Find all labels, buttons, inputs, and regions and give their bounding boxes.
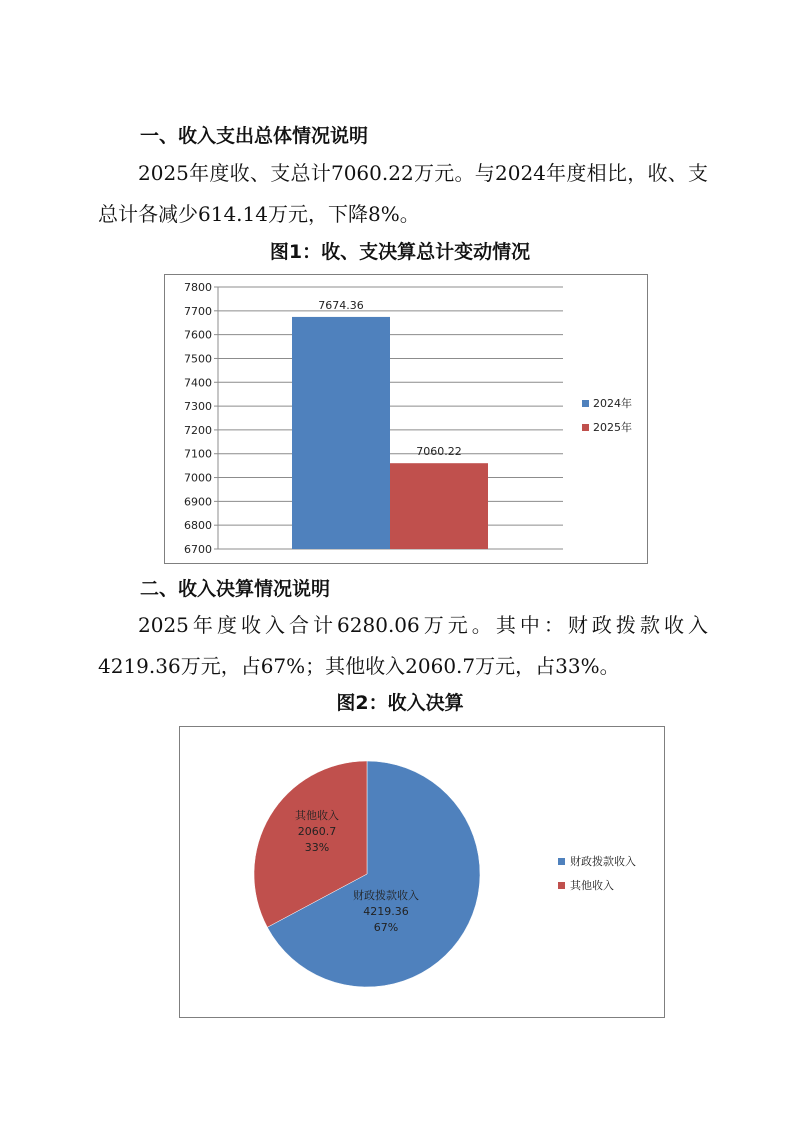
pie-legend-label-1: 其他收入: [570, 879, 614, 892]
y-tick-label-6: 7300: [184, 400, 212, 414]
y-tick-label-0: 6700: [184, 543, 212, 556]
y-tick-label-1: 6800: [184, 519, 212, 533]
y-tick-label-4: 7100: [184, 447, 212, 461]
legend-label-0: 2024年: [593, 397, 632, 410]
bar-2025年: [390, 463, 488, 549]
pie-label-0-1: 4219.36: [363, 905, 409, 918]
bar-data-label-0: 7674.36: [318, 298, 364, 312]
y-tick-label-7: 7400: [184, 376, 212, 390]
pie-label-1-0: 其他收入: [295, 809, 339, 822]
legend-swatch-0: [582, 400, 589, 407]
bar-chart: [165, 275, 647, 563]
figure2-title: 图2：收入决算: [336, 692, 464, 714]
pie-legend-swatch-0: [558, 858, 565, 865]
section2-heading: 二、收入决算情况说明: [140, 578, 331, 600]
bar-2024年: [292, 317, 390, 549]
pie-chart: [180, 727, 664, 1017]
y-tick-label-10: 7700: [184, 304, 212, 318]
pie-label-1-2: 33%: [304, 841, 330, 854]
section1-heading: 一、收入支出总体情况说明: [140, 125, 369, 147]
pie-chart-frame: [179, 726, 665, 1018]
y-tick-label-3: 7000: [184, 471, 212, 485]
section1-paragraph: 2025年度收、支总计7060.22万元。与2024年度相比，收、支总计各减少614.14万元，下降8%。: [98, 161, 708, 226]
pie-label-0-2: 67%: [373, 921, 399, 934]
y-tick-label-9: 7600: [184, 328, 212, 342]
pie-label-0-0: 财政拨款收入: [353, 889, 419, 902]
bar-data-label-1: 7060.22: [416, 445, 462, 459]
pie-legend-swatch-1: [558, 882, 565, 889]
y-tick-label-8: 7500: [184, 352, 212, 366]
y-tick-label-2: 6900: [184, 495, 212, 509]
figure1-title: 图1：收、支决算总计变动情况: [269, 241, 531, 263]
section2-paragraph: 2025年度收入合计6280.06万元。其中：财政拨款收入4219.36万元，占67%；其他收入2060.7万元，占33%。: [98, 613, 708, 678]
y-tick-label-11: 7800: [184, 281, 212, 294]
pie-legend-label-0: 财政拨款收入: [570, 855, 636, 868]
legend-swatch-1: [582, 424, 589, 431]
legend-label-1: 2025年: [593, 421, 632, 434]
pie-label-1-1: 2060.7: [297, 825, 337, 838]
y-tick-label-5: 7200: [184, 423, 212, 437]
bar-chart-frame: [164, 274, 648, 564]
